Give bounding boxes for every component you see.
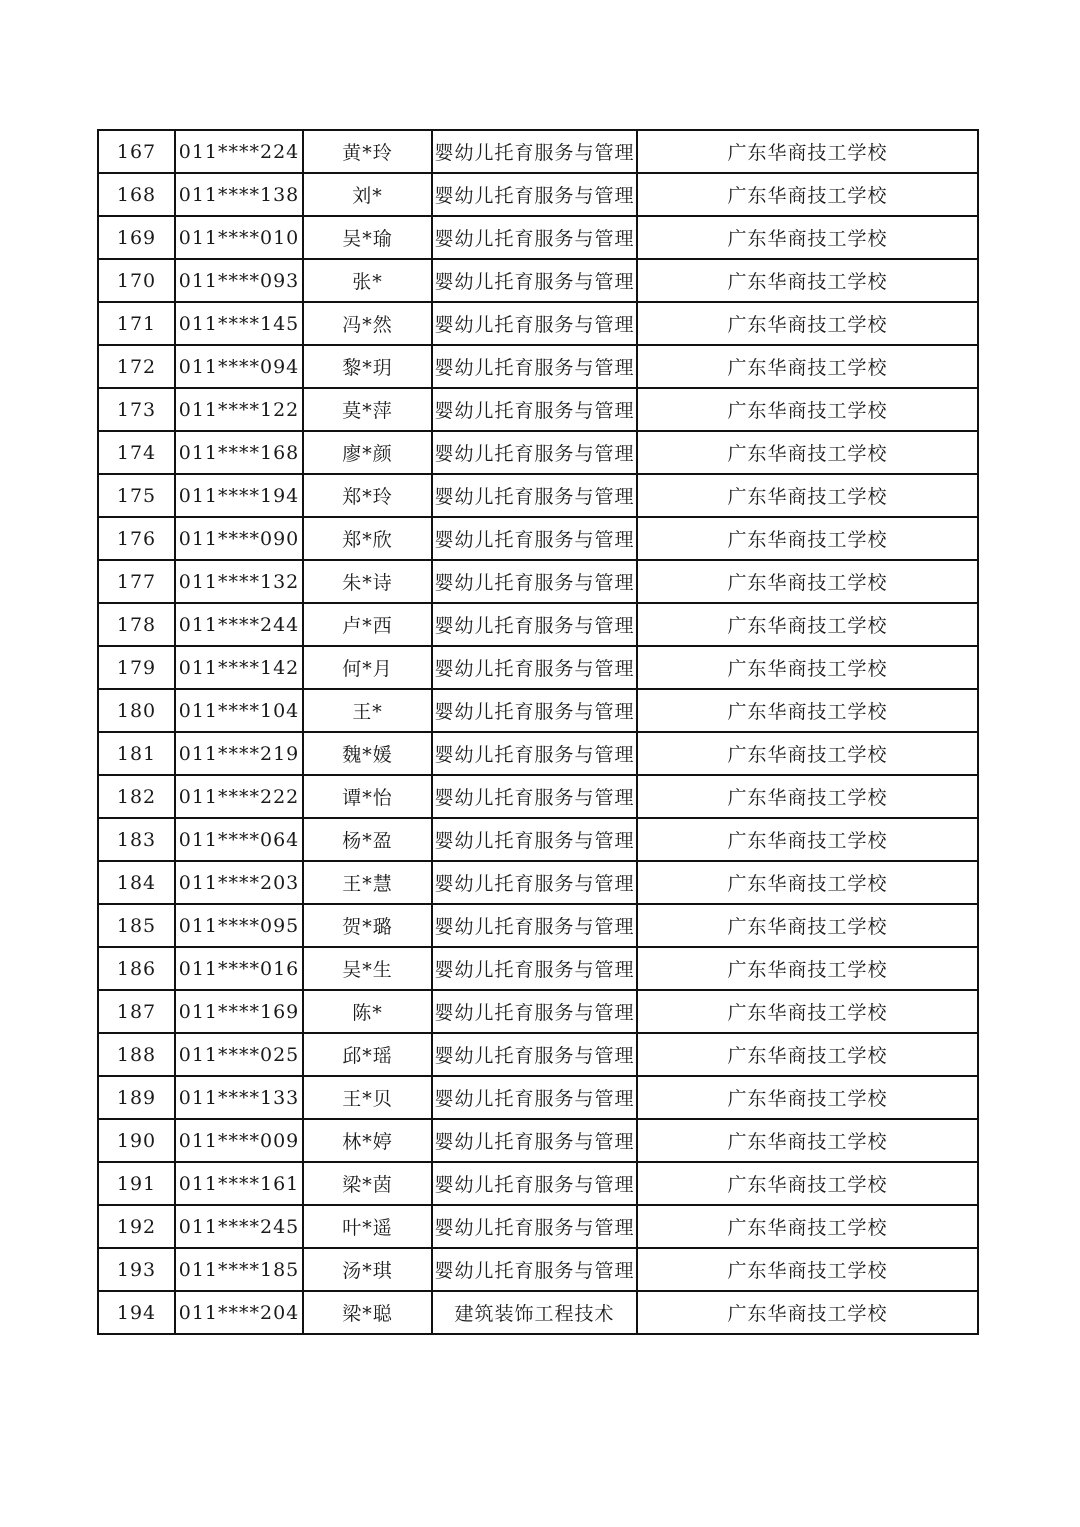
cell-candidate-id: 011****142 <box>175 646 303 689</box>
table-row <box>98 517 978 560</box>
cell-major: 婴幼儿托育服务与管理 <box>432 517 637 560</box>
cell-school: 广东华商技工学校 <box>637 947 978 990</box>
cell-candidate-id: 011****104 <box>175 689 303 732</box>
cell-candidate-name: 黎*玥 <box>303 345 432 388</box>
cell-school: 广东华商技工学校 <box>637 603 978 646</box>
cell-serial-number: 193 <box>98 1248 175 1291</box>
cell-serial-number: 185 <box>98 904 175 947</box>
cell-candidate-name: 王*慧 <box>303 861 432 904</box>
cell-candidate-name: 吴*瑜 <box>303 216 432 259</box>
cell-serial-number: 184 <box>98 861 175 904</box>
cell-major: 婴幼儿托育服务与管理 <box>432 646 637 689</box>
cell-major: 婴幼儿托育服务与管理 <box>432 474 637 517</box>
cell-serial-number: 167 <box>98 130 175 173</box>
table-row <box>98 1162 978 1205</box>
cell-major: 婴幼儿托育服务与管理 <box>432 775 637 818</box>
cell-candidate-name: 陈* <box>303 990 432 1033</box>
cell-candidate-name: 冯*然 <box>303 302 432 345</box>
cell-serial-number: 171 <box>98 302 175 345</box>
cell-major: 婴幼儿托育服务与管理 <box>432 173 637 216</box>
cell-candidate-id: 011****090 <box>175 517 303 560</box>
cell-candidate-name: 张* <box>303 259 432 302</box>
table-row <box>98 388 978 431</box>
cell-candidate-id: 011****009 <box>175 1119 303 1162</box>
cell-serial-number: 183 <box>98 818 175 861</box>
cell-candidate-name: 郑*玲 <box>303 474 432 517</box>
cell-serial-number: 180 <box>98 689 175 732</box>
cell-serial-number: 182 <box>98 775 175 818</box>
cell-serial-number: 187 <box>98 990 175 1033</box>
cell-candidate-name: 杨*盈 <box>303 818 432 861</box>
table-row <box>98 1033 978 1076</box>
cell-serial-number: 170 <box>98 259 175 302</box>
cell-major: 婴幼儿托育服务与管理 <box>432 1205 637 1248</box>
cell-serial-number: 176 <box>98 517 175 560</box>
cell-serial-number: 186 <box>98 947 175 990</box>
cell-candidate-id: 011****095 <box>175 904 303 947</box>
cell-major: 婴幼儿托育服务与管理 <box>432 216 637 259</box>
cell-school: 广东华商技工学校 <box>637 1033 978 1076</box>
cell-school: 广东华商技工学校 <box>637 1119 978 1162</box>
cell-candidate-id: 011****145 <box>175 302 303 345</box>
cell-candidate-id: 011****064 <box>175 818 303 861</box>
cell-candidate-id: 011****244 <box>175 603 303 646</box>
cell-candidate-id: 011****224 <box>175 130 303 173</box>
cell-school: 广东华商技工学校 <box>637 689 978 732</box>
table-row <box>98 1291 978 1334</box>
cell-school: 广东华商技工学校 <box>637 861 978 904</box>
cell-serial-number: 173 <box>98 388 175 431</box>
cell-major: 婴幼儿托育服务与管理 <box>432 1162 637 1205</box>
table-row <box>98 990 978 1033</box>
cell-candidate-id: 011****169 <box>175 990 303 1033</box>
cell-candidate-id: 011****219 <box>175 732 303 775</box>
cell-major: 婴幼儿托育服务与管理 <box>432 732 637 775</box>
cell-candidate-id: 011****133 <box>175 1076 303 1119</box>
cell-school: 广东华商技工学校 <box>637 904 978 947</box>
cell-candidate-name: 廖*颜 <box>303 431 432 474</box>
cell-school: 广东华商技工学校 <box>637 302 978 345</box>
table-row <box>98 130 978 173</box>
cell-major: 婴幼儿托育服务与管理 <box>432 603 637 646</box>
table-row <box>98 775 978 818</box>
cell-major: 婴幼儿托育服务与管理 <box>432 388 637 431</box>
cell-candidate-name: 林*婷 <box>303 1119 432 1162</box>
cell-serial-number: 179 <box>98 646 175 689</box>
cell-major: 建筑装饰工程技术 <box>432 1291 637 1334</box>
cell-candidate-name: 卢*西 <box>303 603 432 646</box>
table-row <box>98 302 978 345</box>
roster-table-body <box>98 130 978 1334</box>
table-row <box>98 345 978 388</box>
cell-candidate-name: 吴*生 <box>303 947 432 990</box>
cell-serial-number: 174 <box>98 431 175 474</box>
cell-candidate-id: 011****185 <box>175 1248 303 1291</box>
cell-major: 婴幼儿托育服务与管理 <box>432 1033 637 1076</box>
cell-school: 广东华商技工学校 <box>637 1291 978 1334</box>
cell-major: 婴幼儿托育服务与管理 <box>432 818 637 861</box>
cell-major: 婴幼儿托育服务与管理 <box>432 947 637 990</box>
cell-candidate-name: 梁*茵 <box>303 1162 432 1205</box>
cell-major: 婴幼儿托育服务与管理 <box>432 302 637 345</box>
cell-candidate-name: 汤*琪 <box>303 1248 432 1291</box>
table-row <box>98 1119 978 1162</box>
cell-school: 广东华商技工学校 <box>637 818 978 861</box>
table-row <box>98 431 978 474</box>
table-row <box>98 216 978 259</box>
cell-candidate-name: 黄*玲 <box>303 130 432 173</box>
cell-serial-number: 178 <box>98 603 175 646</box>
cell-school: 广东华商技工学校 <box>637 388 978 431</box>
cell-school: 广东华商技工学校 <box>637 990 978 1033</box>
cell-school: 广东华商技工学校 <box>637 259 978 302</box>
cell-major: 婴幼儿托育服务与管理 <box>432 1248 637 1291</box>
table-row <box>98 689 978 732</box>
cell-school: 广东华商技工学校 <box>637 517 978 560</box>
cell-school: 广东华商技工学校 <box>637 130 978 173</box>
cell-candidate-name: 邱*瑶 <box>303 1033 432 1076</box>
table-row <box>98 904 978 947</box>
table-row <box>98 732 978 775</box>
roster-sheet <box>97 129 977 1335</box>
table-row <box>98 173 978 216</box>
cell-candidate-id: 011****245 <box>175 1205 303 1248</box>
cell-major: 婴幼儿托育服务与管理 <box>432 345 637 388</box>
cell-serial-number: 189 <box>98 1076 175 1119</box>
cell-serial-number: 181 <box>98 732 175 775</box>
cell-serial-number: 175 <box>98 474 175 517</box>
cell-candidate-name: 叶*遥 <box>303 1205 432 1248</box>
cell-school: 广东华商技工学校 <box>637 216 978 259</box>
table-row <box>98 1248 978 1291</box>
cell-school: 广东华商技工学校 <box>637 560 978 603</box>
cell-candidate-id: 011****016 <box>175 947 303 990</box>
cell-school: 广东华商技工学校 <box>637 431 978 474</box>
table-row <box>98 1205 978 1248</box>
cell-major: 婴幼儿托育服务与管理 <box>432 689 637 732</box>
cell-school: 广东华商技工学校 <box>637 1076 978 1119</box>
cell-serial-number: 168 <box>98 173 175 216</box>
cell-school: 广东华商技工学校 <box>637 474 978 517</box>
cell-candidate-id: 011****194 <box>175 474 303 517</box>
cell-candidate-id: 011****122 <box>175 388 303 431</box>
table-row <box>98 603 978 646</box>
cell-serial-number: 194 <box>98 1291 175 1334</box>
cell-serial-number: 191 <box>98 1162 175 1205</box>
cell-candidate-name: 梁*聪 <box>303 1291 432 1334</box>
cell-school: 广东华商技工学校 <box>637 732 978 775</box>
cell-major: 婴幼儿托育服务与管理 <box>432 130 637 173</box>
cell-candidate-name: 朱*诗 <box>303 560 432 603</box>
cell-school: 广东华商技工学校 <box>637 1162 978 1205</box>
cell-school: 广东华商技工学校 <box>637 646 978 689</box>
cell-school: 广东华商技工学校 <box>637 1205 978 1248</box>
cell-major: 婴幼儿托育服务与管理 <box>432 431 637 474</box>
cell-candidate-id: 011****203 <box>175 861 303 904</box>
cell-candidate-name: 魏*媛 <box>303 732 432 775</box>
roster-table <box>97 129 979 1335</box>
cell-school: 广东华商技工学校 <box>637 1248 978 1291</box>
table-row <box>98 947 978 990</box>
cell-serial-number: 177 <box>98 560 175 603</box>
cell-candidate-name: 何*月 <box>303 646 432 689</box>
cell-candidate-name: 王*贝 <box>303 1076 432 1119</box>
cell-candidate-id: 011****168 <box>175 431 303 474</box>
cell-major: 婴幼儿托育服务与管理 <box>432 259 637 302</box>
cell-serial-number: 169 <box>98 216 175 259</box>
cell-candidate-id: 011****161 <box>175 1162 303 1205</box>
cell-candidate-name: 莫*萍 <box>303 388 432 431</box>
table-row <box>98 861 978 904</box>
cell-major: 婴幼儿托育服务与管理 <box>432 904 637 947</box>
table-row <box>98 259 978 302</box>
cell-serial-number: 192 <box>98 1205 175 1248</box>
cell-candidate-id: 011****222 <box>175 775 303 818</box>
cell-serial-number: 188 <box>98 1033 175 1076</box>
cell-candidate-name: 刘* <box>303 173 432 216</box>
cell-candidate-name: 王* <box>303 689 432 732</box>
cell-candidate-id: 011****010 <box>175 216 303 259</box>
table-row <box>98 474 978 517</box>
cell-school: 广东华商技工学校 <box>637 345 978 388</box>
cell-candidate-name: 谭*怡 <box>303 775 432 818</box>
cell-candidate-name: 郑*欣 <box>303 517 432 560</box>
cell-school: 广东华商技工学校 <box>637 775 978 818</box>
cell-major: 婴幼儿托育服务与管理 <box>432 1119 637 1162</box>
cell-candidate-id: 011****025 <box>175 1033 303 1076</box>
cell-candidate-id: 011****094 <box>175 345 303 388</box>
table-row <box>98 560 978 603</box>
table-row <box>98 646 978 689</box>
cell-serial-number: 172 <box>98 345 175 388</box>
cell-candidate-id: 011****132 <box>175 560 303 603</box>
cell-candidate-id: 011****138 <box>175 173 303 216</box>
table-row <box>98 1076 978 1119</box>
cell-candidate-id: 011****204 <box>175 1291 303 1334</box>
cell-candidate-id: 011****093 <box>175 259 303 302</box>
cell-candidate-name: 贺*璐 <box>303 904 432 947</box>
cell-major: 婴幼儿托育服务与管理 <box>432 990 637 1033</box>
cell-school: 广东华商技工学校 <box>637 173 978 216</box>
cell-major: 婴幼儿托育服务与管理 <box>432 861 637 904</box>
cell-major: 婴幼儿托育服务与管理 <box>432 1076 637 1119</box>
cell-serial-number: 190 <box>98 1119 175 1162</box>
table-row <box>98 818 978 861</box>
cell-major: 婴幼儿托育服务与管理 <box>432 560 637 603</box>
